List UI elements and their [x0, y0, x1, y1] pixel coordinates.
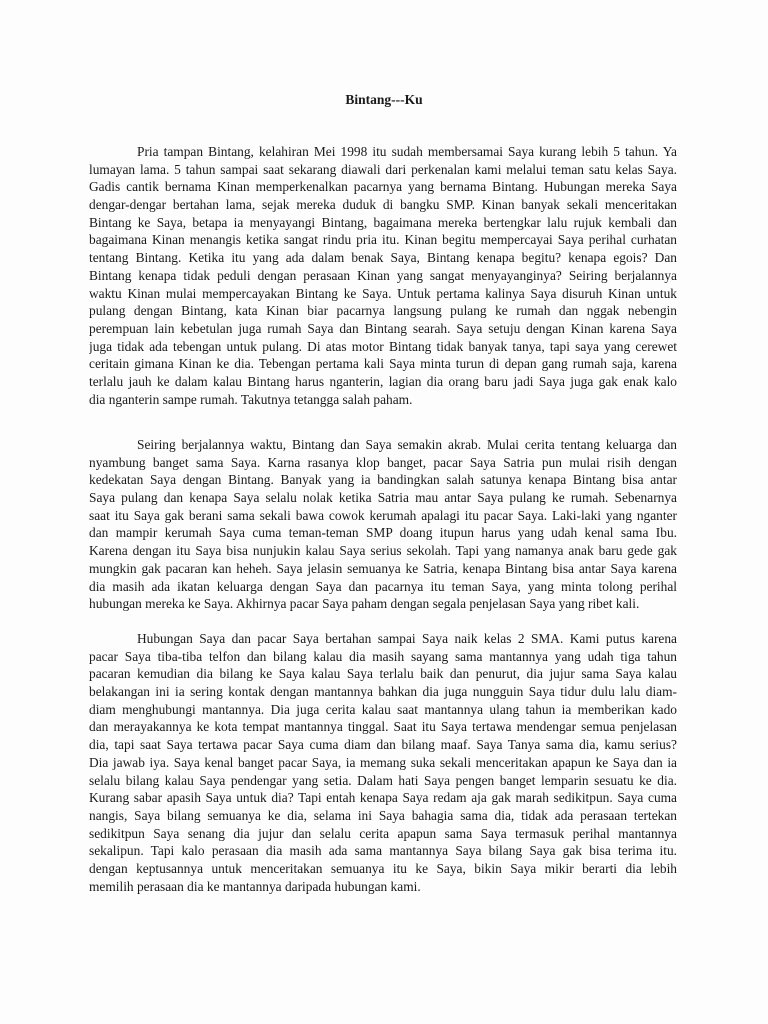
paragraph-line: Saya pulang dan kenapa Saya selalu nolak ketika Satria mau antar Saya pulang ke rumah. Sebenarnya: [89, 490, 677, 506]
paragraph-line: dan mampir kerumah Saya cuma teman-teman SMP doang itupun harus yang udah kenal sama Ibu.: [89, 525, 677, 541]
paragraph-line: Gadis cantik bernama Kinan memperkenalkan pacarnya yang bernama Bintang. Hubungan mereka Saya: [89, 179, 677, 195]
paragraph-line: dan merayakannya ke kota tempat mantannya tinggal. Saat itu Saya tertawa mendengar semua penjelasan: [89, 719, 677, 735]
paragraph-2: [89, 436, 677, 613]
paragraph-line: kedekatan Saya dengan Bintang. Banyak yang ia bandingkan salah satunya kenapa Bintang bisa antar: [89, 472, 677, 488]
paragraph-line: dengar-dengar bertahan lama, sejak mereka duduk di bangku SMP. Kinan banyak sekali menceritakan: [89, 197, 677, 213]
paragraph-line: sedikitpun Saya senang dia jujur dan selalu cerita apapun sama Saya termasuk perihal mantannya: [89, 825, 677, 841]
paragraph-line: ceritain gimana Kinan ke dia. Tebengan pertama kali Saya minta turun di depan gang rumah saja, karena: [89, 356, 677, 372]
paragraph-line: bagaimana Kinan menangis ketika sangat rindu pria itu. Kinan begitu mempercayai Saya perihal curhatan: [89, 232, 677, 248]
paragraph-line: dia nganterin sampe rumah. Takutnya tetangga salah paham.: [89, 391, 413, 407]
paragraph-line: dia, tapi saat Saya tertawa pacar Saya cuma diam dan bilang maaf. Saya Tanya sama dia, kamu serius?: [89, 737, 677, 753]
paragraph-line: mungkin gak pacaran kan heheh. Saya jelasin semuanya ke Satria, kenapa Bintang bisa antar Saya karena: [89, 560, 677, 576]
paragraph-line: Pria tampan Bintang, kelahiran Mei 1998 itu sudah membersamai Saya kurang lebih 5 tahun. Ya: [137, 144, 677, 159]
paragraph-line: waktu Kinan mulai mempercayakan Bintang ke Saya. Untuk pertama kalinya Saya disuruh Kinan untuk: [89, 285, 677, 301]
document-title: Bintang---Ku: [345, 92, 423, 107]
paragraph-line: selalu bilang kalau Saya pendengar yang setia. Dalam hati Saya pengen banget lemparin sesuatu ke dia.: [89, 772, 677, 788]
paragraph-line: tentang Bintang. Ketika itu yang ada dalam benak Saya, Bintang kenapa begitu? kenapa egois? Dan: [89, 250, 677, 266]
paragraph-line: Karena dengan itu Saya bisa nunjukin kalau Saya serius sekolah. Tapi yang namanya anak baru gede gak: [89, 543, 677, 559]
paragraph-line: dia masih ada ikatan keluarga dengan Saya dan pacarnya itu teman Saya, yang minta tolong perihal: [89, 578, 677, 594]
paragraph-line: diam menghubungi mantannya. Dia juga cerita kalau saat mantannya ulang tahun ia memberikan kado: [89, 701, 677, 717]
paragraph-line: terlalu jauh ke dalam kalau Bintang harus nganterin, lagian dia orang baru jadi Saya juga gak enak kalo: [89, 373, 677, 389]
paragraph-line: saat itu Saya gak berani sama sekali bawa cowok kerumah apalagi itu pacar Saya. Laki-laki yang nganter: [89, 507, 677, 523]
paragraph-line: pulang dengan Bintang, kata Kinan biar pacarnya langsung pulang ke rumah dan nggak nebengin: [89, 303, 677, 319]
paragraph-line: hubungan mereka ke Saya. Akhirnya pacar Saya paham dengan segala penjelasan Saya yang ribet kali.: [89, 596, 640, 612]
paragraph-line: juga tidak ada tebengan untuk pulang. Di atas motor Bintang tidak banyak tanya, tapi saya yang cerewet: [89, 338, 677, 354]
paragraph-line: nangis, Saya bilang semuanya ke dia, selama ini Saya bahagia sama dia, tidak ada perasaan tertekan: [89, 807, 677, 823]
paragraph-line: Bintang kenapa tidak peduli dengan perasaan Kinan yang sangat menyayanginya? Seiring berjalannya: [89, 267, 677, 283]
paragraph-line: memilih perasaan dia ke mantannya daripada hubungan kami.: [89, 878, 421, 894]
paragraph-1: [89, 143, 677, 408]
paragraph-line: Seiring berjalannya waktu, Bintang dan Saya semakin akrab. Mulai cerita tentang keluarga dan: [137, 437, 677, 452]
paragraph-line: perempuan lain kebetulan juga rumah Saya dan Bintang searah. Saya setuju dengan Kinan karena Saya: [89, 320, 677, 336]
paragraph-line: Kurang sabar apasih Saya untuk dia? Tapi entah kenapa Saya redam aja gak marah sedikitpun. Saya cuma: [89, 790, 677, 806]
paragraph-line: dengan keptusannya untuk menceritakan semuanya itu ke Saya, bikin Saya mikir berarti dia lebih: [89, 860, 677, 876]
paragraph-line: pacaran kemudian dia bilang ke Saya kalau Saya terlalu baik dan penurut, dia jujur sama Saya kalau: [89, 666, 677, 682]
paragraph-line: Dia jawab iya. Saya kenal banget pacar Saya, ia memang suka sekali menceritakan apapun ke Saya dan ia: [89, 754, 677, 770]
paragraph-line: lumayan lama. 5 tahun sampai saat sekarang diawali dari perkenalan kami melalui teman satu kelas Saya.: [89, 161, 677, 177]
paragraph-line: belakangan ini ia sering kontak dengan mantannya bahkan dia juga nungguin Saya tidur dulu lalu diam-: [89, 684, 677, 700]
paragraph-line: nyambung banget sama Saya. Karna rasanya klop banget, pacar Saya Satria pun mulai risih dengan: [89, 454, 677, 470]
paragraph-line: Hubungan Saya dan pacar Saya bertahan sampai Saya naik kelas 2 SMA. Kami putus karena: [137, 631, 677, 646]
paragraph-line: sekalipun. Tapi kalo perasaan dia masih ada sama mantannya Saya bilang Saya gak bisa terima itu.: [89, 843, 677, 859]
paragraph-line: pacar Saya tiba-tiba telfon dan bilang kalau dia masih sayang sama mantannya yang udah tiga tahun: [89, 648, 677, 664]
paragraph-3: [89, 630, 677, 895]
paragraph-line: Bintang ke Saya, betapa ia menyayangi Bintang, bagaimana mereka bertengkar lalu rujuk kembali dan: [89, 214, 677, 230]
